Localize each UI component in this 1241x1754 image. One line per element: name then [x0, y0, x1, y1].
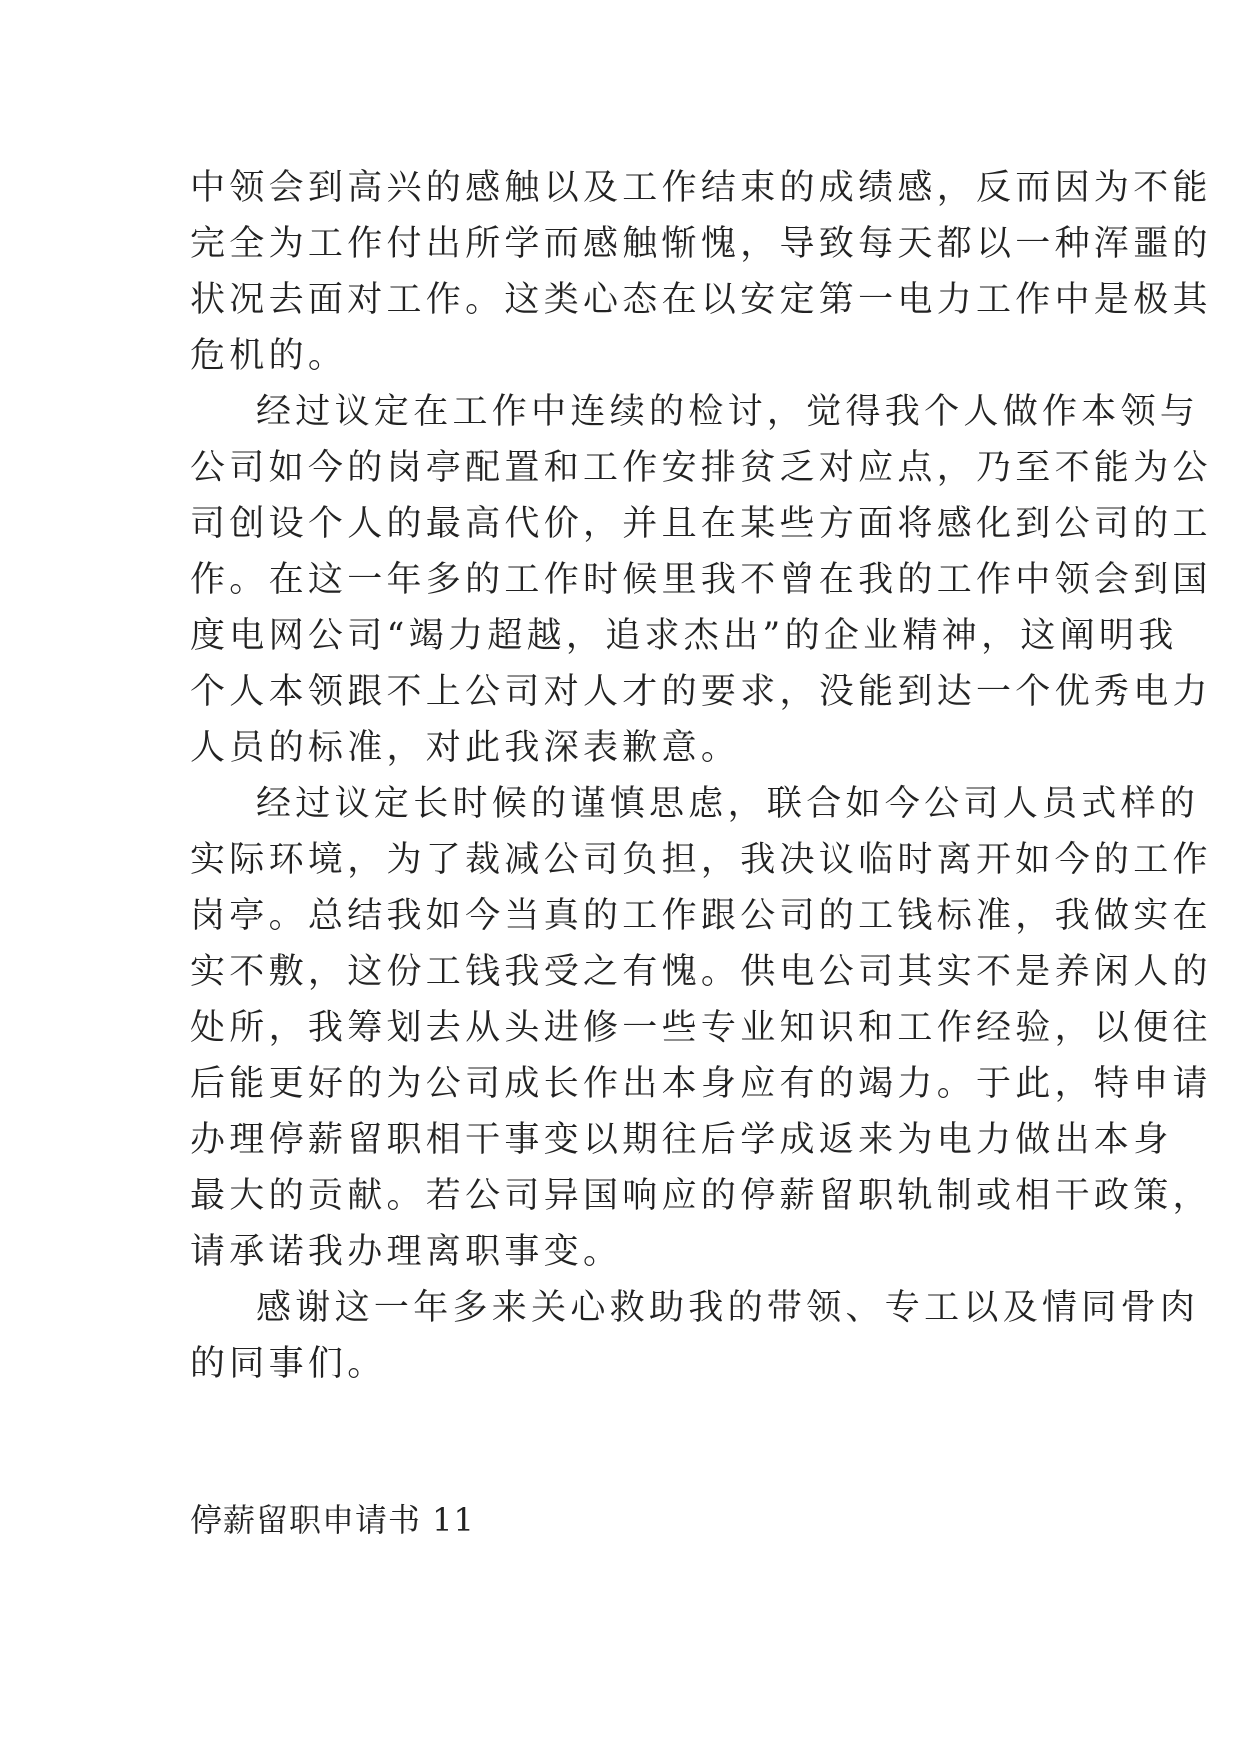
text-line: 处所，我筹划去从头进修一些专业知识和工作经验，以便往 [190, 1008, 1212, 1048]
text-line: 状况去面对工作。这类心态在以安定第一电力工作中是极其 [190, 280, 1212, 320]
paragraph [190, 160, 1212, 384]
paragraph [190, 1280, 1200, 1392]
paragraph [190, 776, 1212, 1280]
text-line: 请承诺我办理离职事变。 [190, 1232, 623, 1272]
text-line: 岗亭。总结我如今当真的工作跟公司的工钱标准，我做实在 [190, 896, 1212, 936]
text-line: 司创设个人的最高代价，并且在某些方面将感化到公司的工 [190, 504, 1212, 544]
text-line: 中领会到高兴的感触以及工作结束的成绩感，反而因为不能 [190, 168, 1212, 208]
text-line: 最大的贡献。若公司异国响应的停薪留职轨制或相干政策， [190, 1176, 1212, 1216]
text-line: 人员的标准，对此我深表歉意。 [190, 728, 741, 768]
text-line: 实不敷，这份工钱我受之有愧。供电公司其实不是养闲人的 [190, 952, 1212, 992]
text-line: 后能更好的为公司成长作出本身应有的竭力。于此，特申请 [190, 1064, 1212, 1104]
text-line: 公司如今的岗亭配置和工作安排贫乏对应点，乃至不能为公 [190, 448, 1212, 488]
paragraph [190, 384, 1212, 776]
text-line: 危机的。 [190, 336, 348, 376]
text-line: 感谢这一年多来关心救助我的带领、专工以及情同骨肉 [256, 1288, 1200, 1328]
document-body [190, 160, 1212, 1392]
text-line: 个人本领跟不上公司对人才的要求，没能到达一个优秀电力 [190, 672, 1212, 712]
text-line: 的同事们。 [190, 1344, 387, 1384]
text-line: 经过议定在工作中连续的检讨，觉得我个人做作本领与 [256, 392, 1200, 432]
text-line: 实际环境，为了裁减公司负担，我决议临时离开如今的工作 [190, 840, 1212, 880]
text-line: 度电网公司“竭力超越，追求杰出”的企业精神，这阐明我 [190, 616, 1178, 656]
section-heading: 停薪留职申请书 11 [190, 1501, 475, 1539]
text-line: 作。在这一年多的工作时候里我不曾在我的工作中领会到国 [190, 560, 1212, 600]
text-line: 办理停薪留职相干事变以期往后学成返来为电力做出本身 [190, 1120, 1173, 1160]
text-line: 完全为工作付出所学而感触惭愧，导致每天都以一种浑噩的 [190, 224, 1212, 264]
text-line: 经过议定长时候的谨慎思虑，联合如今公司人员式样的 [256, 784, 1200, 824]
